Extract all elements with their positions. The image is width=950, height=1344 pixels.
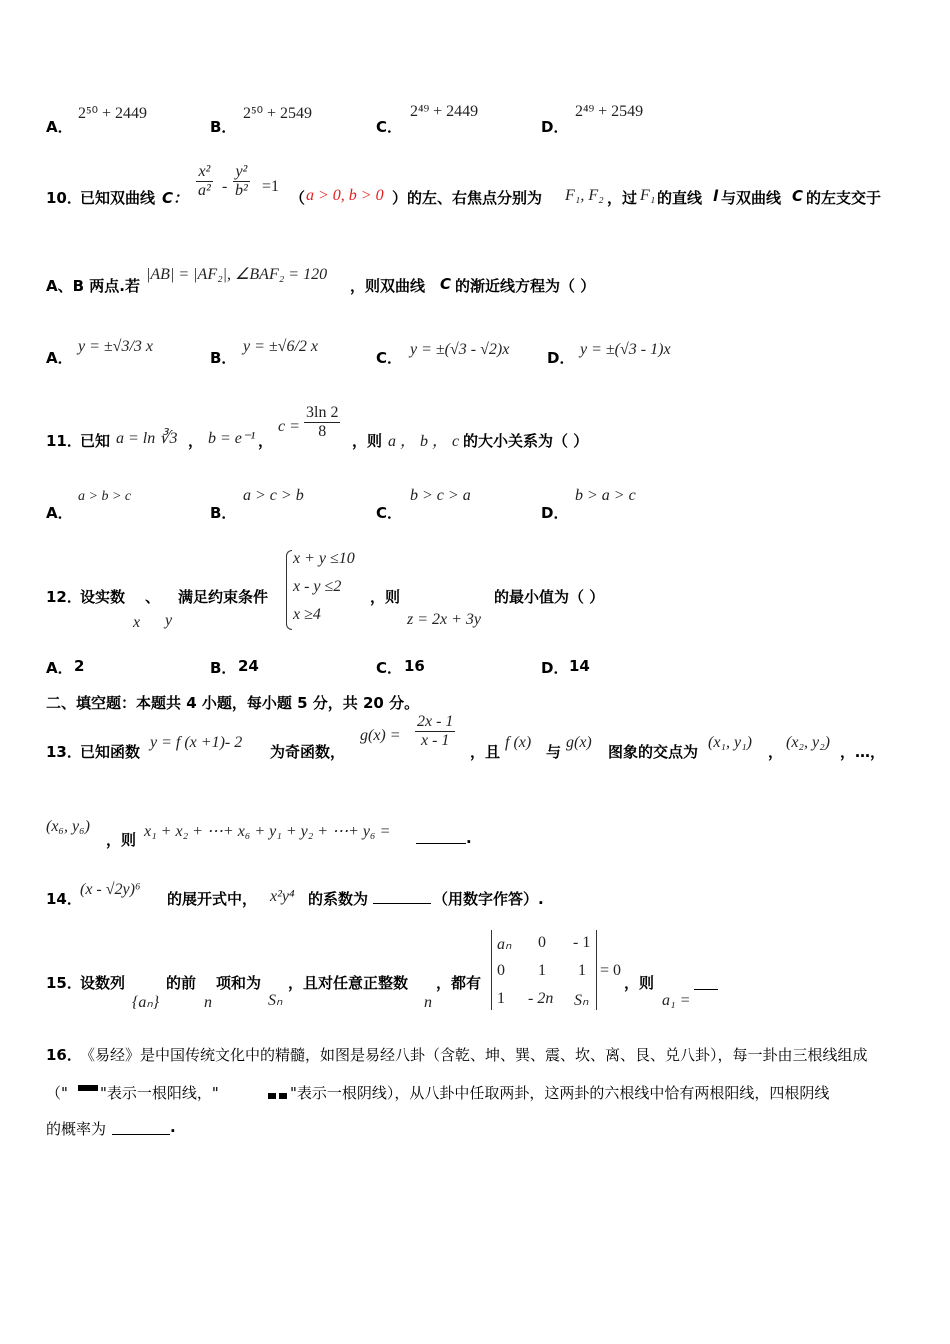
section-heading-fill-in: 二、填空题：本题共 4 小题，每小题 5 分，共 20 分。 xyxy=(46,694,420,712)
q11-option-a: a > b > c xyxy=(78,489,132,504)
q12-option-c-label: C． xyxy=(376,659,403,677)
q12-option-a-label: A． xyxy=(46,659,73,677)
q11-option-d: b > a > c xyxy=(575,487,636,504)
q10-frac1-den: a² xyxy=(198,182,211,199)
yang-line-icon xyxy=(78,1085,98,1091)
q12-y: y xyxy=(165,612,173,629)
q11-option-d-label: D． xyxy=(541,504,569,522)
q13-sum: x₁ + x₂ + ⋯+ x₆ + y₁ + y₂ + ⋯+ y₆ = xyxy=(144,823,391,840)
q14-text2: 的系数为 xyxy=(308,890,369,908)
q11-c-den: 8 xyxy=(318,423,327,440)
q15-text6: ，则 xyxy=(624,974,655,992)
q10-text1: 已知双曲线 xyxy=(80,189,156,207)
q13-text3: ，且 xyxy=(470,743,501,761)
q11-option-a-label: A． xyxy=(46,504,73,522)
q11-vars: a ， b ， c xyxy=(388,433,460,450)
q12-c2: x - y ≤2 xyxy=(293,578,342,595)
q16-line2-a: （" xyxy=(46,1084,68,1102)
q15-answer-blank[interactable] xyxy=(694,988,718,990)
q10-frac1-num: x² xyxy=(196,163,213,182)
q11-c-frac xyxy=(304,404,340,441)
q13-answer-blank[interactable] xyxy=(416,842,466,844)
q15-number: 15． xyxy=(46,974,82,992)
q13-f-def: y = f (x +1)- 2 xyxy=(150,734,243,751)
q15-sn: Sₙ xyxy=(268,992,283,1009)
q12-x: x xyxy=(133,614,141,631)
q14-expr: (x - √2y)⁶ xyxy=(80,881,141,898)
q15-seq: {aₙ} xyxy=(132,994,160,1011)
q10-option-a-label: A． xyxy=(46,349,73,367)
q10-text4: 的直线 xyxy=(657,189,703,207)
q15-det-cell: 0 xyxy=(497,962,505,979)
q10-option-b: y = ±√6/2 x xyxy=(243,338,319,355)
q12-text3: ，则 xyxy=(370,588,401,606)
q15-det-left-bar xyxy=(491,930,492,1010)
q10-text6: 的左支交于 xyxy=(806,189,882,207)
q16-answer-blank[interactable] xyxy=(112,1133,170,1135)
q12-text4: 的最小值为（ ） xyxy=(494,588,605,606)
q12-c1: x + y ≤10 xyxy=(293,550,355,567)
q13-ellipsis: ，…， xyxy=(840,743,886,761)
q10-option-d-label: D． xyxy=(547,349,575,367)
q15-n1: n xyxy=(204,994,212,1011)
q16-line3: 的概率为 xyxy=(46,1120,107,1138)
q13-p1: (x₁, y₁) xyxy=(708,734,752,751)
q10-option-d: y = ±(√3 - 1)x xyxy=(580,341,671,358)
q15-det-right-bar xyxy=(596,930,597,1010)
q11-text2: ，则 xyxy=(352,432,383,450)
q16-end: . xyxy=(170,1118,176,1136)
q10-eq1: =1 xyxy=(262,178,280,195)
q13-text5: 图象的交点为 xyxy=(608,743,699,761)
q14-answer-blank[interactable] xyxy=(373,902,431,904)
q10-option-a: y = ±√3/3 x xyxy=(78,338,154,355)
q9-option-d: 2⁴⁹ + 2549 xyxy=(575,103,644,120)
q12-c3: x ≥4 xyxy=(293,606,321,623)
q13-text6: ，则 xyxy=(106,831,137,849)
q13-comma: ， xyxy=(768,743,784,761)
q13-p6: (x₆, y₆) xyxy=(46,818,90,835)
q10-frac2-den: b² xyxy=(235,182,248,199)
q13-text1: 已知函数 xyxy=(80,743,141,761)
q15-text5: ，都有 xyxy=(436,974,482,992)
q15-text2: 的前 xyxy=(166,974,197,992)
q12-brace xyxy=(286,550,292,630)
q10-number: 10． xyxy=(46,189,82,207)
q10-line2-b: ，则双曲线 xyxy=(350,277,426,295)
q12-option-d: 14 xyxy=(569,657,590,675)
q15-det-cell: 1 xyxy=(538,962,546,979)
q9-option-b: 2⁵⁰ + 2549 xyxy=(243,105,313,122)
q15-det-cell: - 1 xyxy=(573,934,591,951)
q14-text1: 的展开式中， xyxy=(167,890,258,908)
q15-text1: 设数列 xyxy=(80,974,126,992)
q9-option-a-label: A． xyxy=(46,118,73,136)
q10-f1: F₁ xyxy=(640,187,656,204)
q13-p2: (x₂, y₂) xyxy=(786,734,830,751)
q11-option-b: a > c > b xyxy=(243,487,304,504)
q15-det-cell: 0 xyxy=(538,934,546,951)
q10-line2-math: |AB| = |AF₂|, ∠BAF₂ = 120 xyxy=(146,266,328,283)
q12-text1: 设实数 xyxy=(80,588,126,606)
q11-text1: 已知 xyxy=(80,432,111,450)
q15-det-cell: 1 xyxy=(497,990,505,1007)
q10-frac2-num: y² xyxy=(233,163,250,182)
q14-number: 14． xyxy=(46,890,82,908)
q10-text5: 与双曲线 xyxy=(721,189,782,207)
q13-g-num: 2x - 1 xyxy=(417,713,454,730)
q12-option-d-label: D． xyxy=(541,659,569,677)
q11-c-lhs: c = xyxy=(278,418,300,435)
q10-l: l xyxy=(713,187,719,205)
q11-b-def: b = e⁻¹ xyxy=(208,430,256,447)
q13-text4: 与 xyxy=(546,743,562,761)
q13-fx: f (x) xyxy=(505,734,532,751)
q13-g-frac xyxy=(415,713,455,750)
q10-line2-a: A、B 两点.若 xyxy=(46,277,140,295)
q15-det-cell: aₙ xyxy=(497,936,512,953)
q12-text2: 满足约束条件 xyxy=(178,588,269,606)
q10-frac2 xyxy=(233,163,250,200)
q12-option-b: 24 xyxy=(238,657,259,675)
q10-text2: ）的左、右焦点分别为 xyxy=(392,189,543,207)
q9-option-c-label: C． xyxy=(376,118,403,136)
q15-text3: 项和为 xyxy=(216,974,262,992)
q12-z: z = 2x + 3y xyxy=(407,611,482,628)
q14-term: x²y⁴ xyxy=(270,888,295,905)
q9-option-a: 2⁵⁰ + 2449 xyxy=(78,105,148,122)
q15-det-cell: 1 xyxy=(578,962,586,979)
q15-text4: ，且对任意正整数 xyxy=(288,974,409,992)
q15-a1: a₁ = xyxy=(662,992,691,1009)
q10-curve: C： xyxy=(162,189,189,207)
q12-sep: 、 xyxy=(145,588,161,606)
q12-number: 12． xyxy=(46,588,82,606)
q14-text3: （用数字作答）. xyxy=(433,890,544,908)
q10-text3: ，过 xyxy=(607,189,638,207)
q16-line2-b: "表示一根阳线，" xyxy=(100,1084,219,1102)
q10-line2-d: 的渐近线方程为（ ） xyxy=(455,277,596,295)
q10-option-c-label: C． xyxy=(376,349,403,367)
q9-option-b-label: B． xyxy=(210,118,237,136)
q11-c-num: 3ln 2 xyxy=(306,404,339,421)
q11-comma2: ， xyxy=(258,432,274,450)
q11-comma1: ， xyxy=(188,432,204,450)
q13-gx: g(x) xyxy=(566,734,592,751)
q11-option-c: b > c > a xyxy=(410,487,471,504)
q11-option-b-label: B． xyxy=(210,504,237,522)
yin-line-icon xyxy=(268,1085,290,1104)
q16-line1: 《易经》是中国传统文化中的精髓，如图是易经八卦（含乾、坤、巽、震、坎、离、艮、兑八卦），每一卦由三根线组成 xyxy=(80,1046,868,1064)
q10-minus: - xyxy=(222,178,228,195)
q11-number: 11． xyxy=(46,432,82,450)
q15-det-cell: - 2n xyxy=(528,990,554,1007)
q12-option-a: 2 xyxy=(74,657,85,675)
q10-paren-open: （ xyxy=(290,189,306,207)
q10-condition: a > 0, b > 0 xyxy=(306,187,384,204)
q16-number: 16． xyxy=(46,1046,82,1064)
q11-option-c-label: C． xyxy=(376,504,403,522)
q11-text3: 的大小关系为（ ） xyxy=(463,432,589,450)
q10-option-c: y = ±(√3 - √2)x xyxy=(410,341,510,358)
q15-det-cell: Sₙ xyxy=(574,992,589,1009)
q13-text2: 为奇函数， xyxy=(270,743,346,761)
q13-end: . xyxy=(466,829,472,847)
q15-eq: = 0 xyxy=(600,962,622,979)
q13-g-den: x - 1 xyxy=(421,732,450,749)
q16-line2-c: "表示一根阴线），从八卦中任取两卦，这两卦的六根线中恰有两根阳线，四根阴线 xyxy=(290,1084,830,1102)
q12-option-c: 16 xyxy=(404,657,425,675)
q10-frac1 xyxy=(196,163,213,200)
q9-option-d-label: D． xyxy=(541,118,569,136)
q10-foci: F₁, F₂ xyxy=(565,187,604,204)
q12-option-b-label: B． xyxy=(210,659,237,677)
q10-option-b-label: B． xyxy=(210,349,237,367)
q10-line2-c: C xyxy=(440,275,452,293)
q13-number: 13． xyxy=(46,743,82,761)
q9-option-c: 2⁴⁹ + 2449 xyxy=(410,103,479,120)
q15-n2: n xyxy=(424,994,432,1011)
q11-a-def: a = ln ∛3 xyxy=(116,430,178,447)
q10-c: C xyxy=(792,187,804,205)
q13-g-lhs: g(x) = xyxy=(360,727,401,744)
